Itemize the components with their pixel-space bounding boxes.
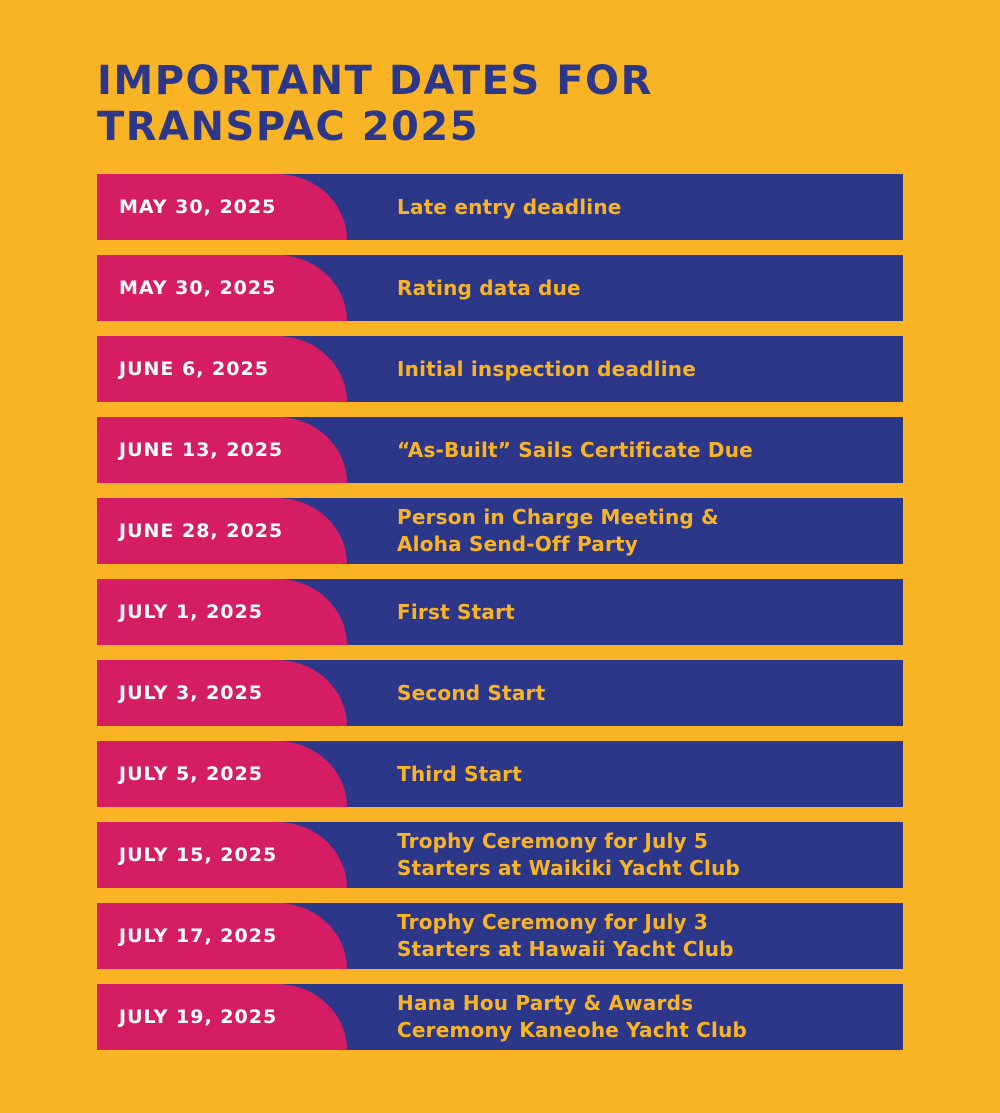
- date-tab: [97, 417, 347, 483]
- date-label: JULY 15, 2025: [119, 844, 278, 866]
- date-row: [97, 660, 903, 726]
- date-label: JULY 5, 2025: [119, 763, 263, 785]
- event-label: Late entry deadline: [397, 194, 622, 219]
- event-cell: [397, 174, 887, 240]
- date-row: [97, 822, 903, 888]
- event-cell: [397, 336, 887, 402]
- date-tab: [97, 984, 347, 1050]
- event-cell: [397, 822, 887, 888]
- date-row: [97, 336, 903, 402]
- event-label: “As-Built” Sails Certificate Due: [397, 437, 753, 462]
- date-tab: [97, 903, 347, 969]
- event-label: First Start: [397, 599, 515, 624]
- event-cell: [397, 741, 887, 807]
- event-label: Third Start: [397, 761, 522, 786]
- page-title: [97, 58, 917, 150]
- date-row: [97, 903, 903, 969]
- date-row: [97, 498, 903, 564]
- date-label: JUNE 28, 2025: [119, 520, 284, 542]
- date-tab: [97, 498, 347, 564]
- date-label: MAY 30, 2025: [119, 196, 277, 218]
- date-label: JULY 19, 2025: [119, 1006, 278, 1028]
- event-cell: [397, 255, 887, 321]
- event-label: Person in Charge Meeting & Aloha Send-Off Party: [397, 505, 719, 556]
- date-tab: [97, 741, 347, 807]
- date-row: [97, 417, 903, 483]
- date-tab: [97, 579, 347, 645]
- event-cell: [397, 579, 887, 645]
- event-label: Hana Hou Party & Awards Ceremony Kaneohe Yacht Club: [397, 991, 748, 1042]
- date-label: JULY 3, 2025: [119, 682, 263, 704]
- event-label: Second Start: [397, 680, 546, 705]
- event-cell: [397, 660, 887, 726]
- date-row: [97, 255, 903, 321]
- date-row: [97, 174, 903, 240]
- date-tab: [97, 822, 347, 888]
- event-cell: [397, 984, 887, 1050]
- date-tab: [97, 336, 347, 402]
- date-row: [97, 579, 903, 645]
- event-label: Trophy Ceremony for July 3 Starters at Hawaii Yacht Club: [397, 910, 734, 961]
- date-tab: [97, 174, 347, 240]
- date-tab: [97, 660, 347, 726]
- page-title-line-1: IMPORTANT DATES FOR: [97, 58, 653, 104]
- date-label: JULY 17, 2025: [119, 925, 278, 947]
- page-title-line-2: TRANSPAC 2025: [97, 104, 480, 150]
- date-label: MAY 30, 2025: [119, 277, 277, 299]
- date-label: JULY 1, 2025: [119, 601, 263, 623]
- date-tab: [97, 255, 347, 321]
- date-label: JUNE 13, 2025: [119, 439, 284, 461]
- date-label: JUNE 6, 2025: [119, 358, 269, 380]
- dates-list: [97, 174, 903, 1065]
- date-row: [97, 741, 903, 807]
- event-cell: [397, 498, 887, 564]
- event-label: Initial inspection deadline: [397, 356, 696, 381]
- event-cell: [397, 903, 887, 969]
- date-row: [97, 984, 903, 1050]
- event-label: Trophy Ceremony for July 5 Starters at Waikiki Yacht Club: [397, 829, 741, 880]
- event-label: Rating data due: [397, 275, 581, 300]
- event-cell: [397, 417, 887, 483]
